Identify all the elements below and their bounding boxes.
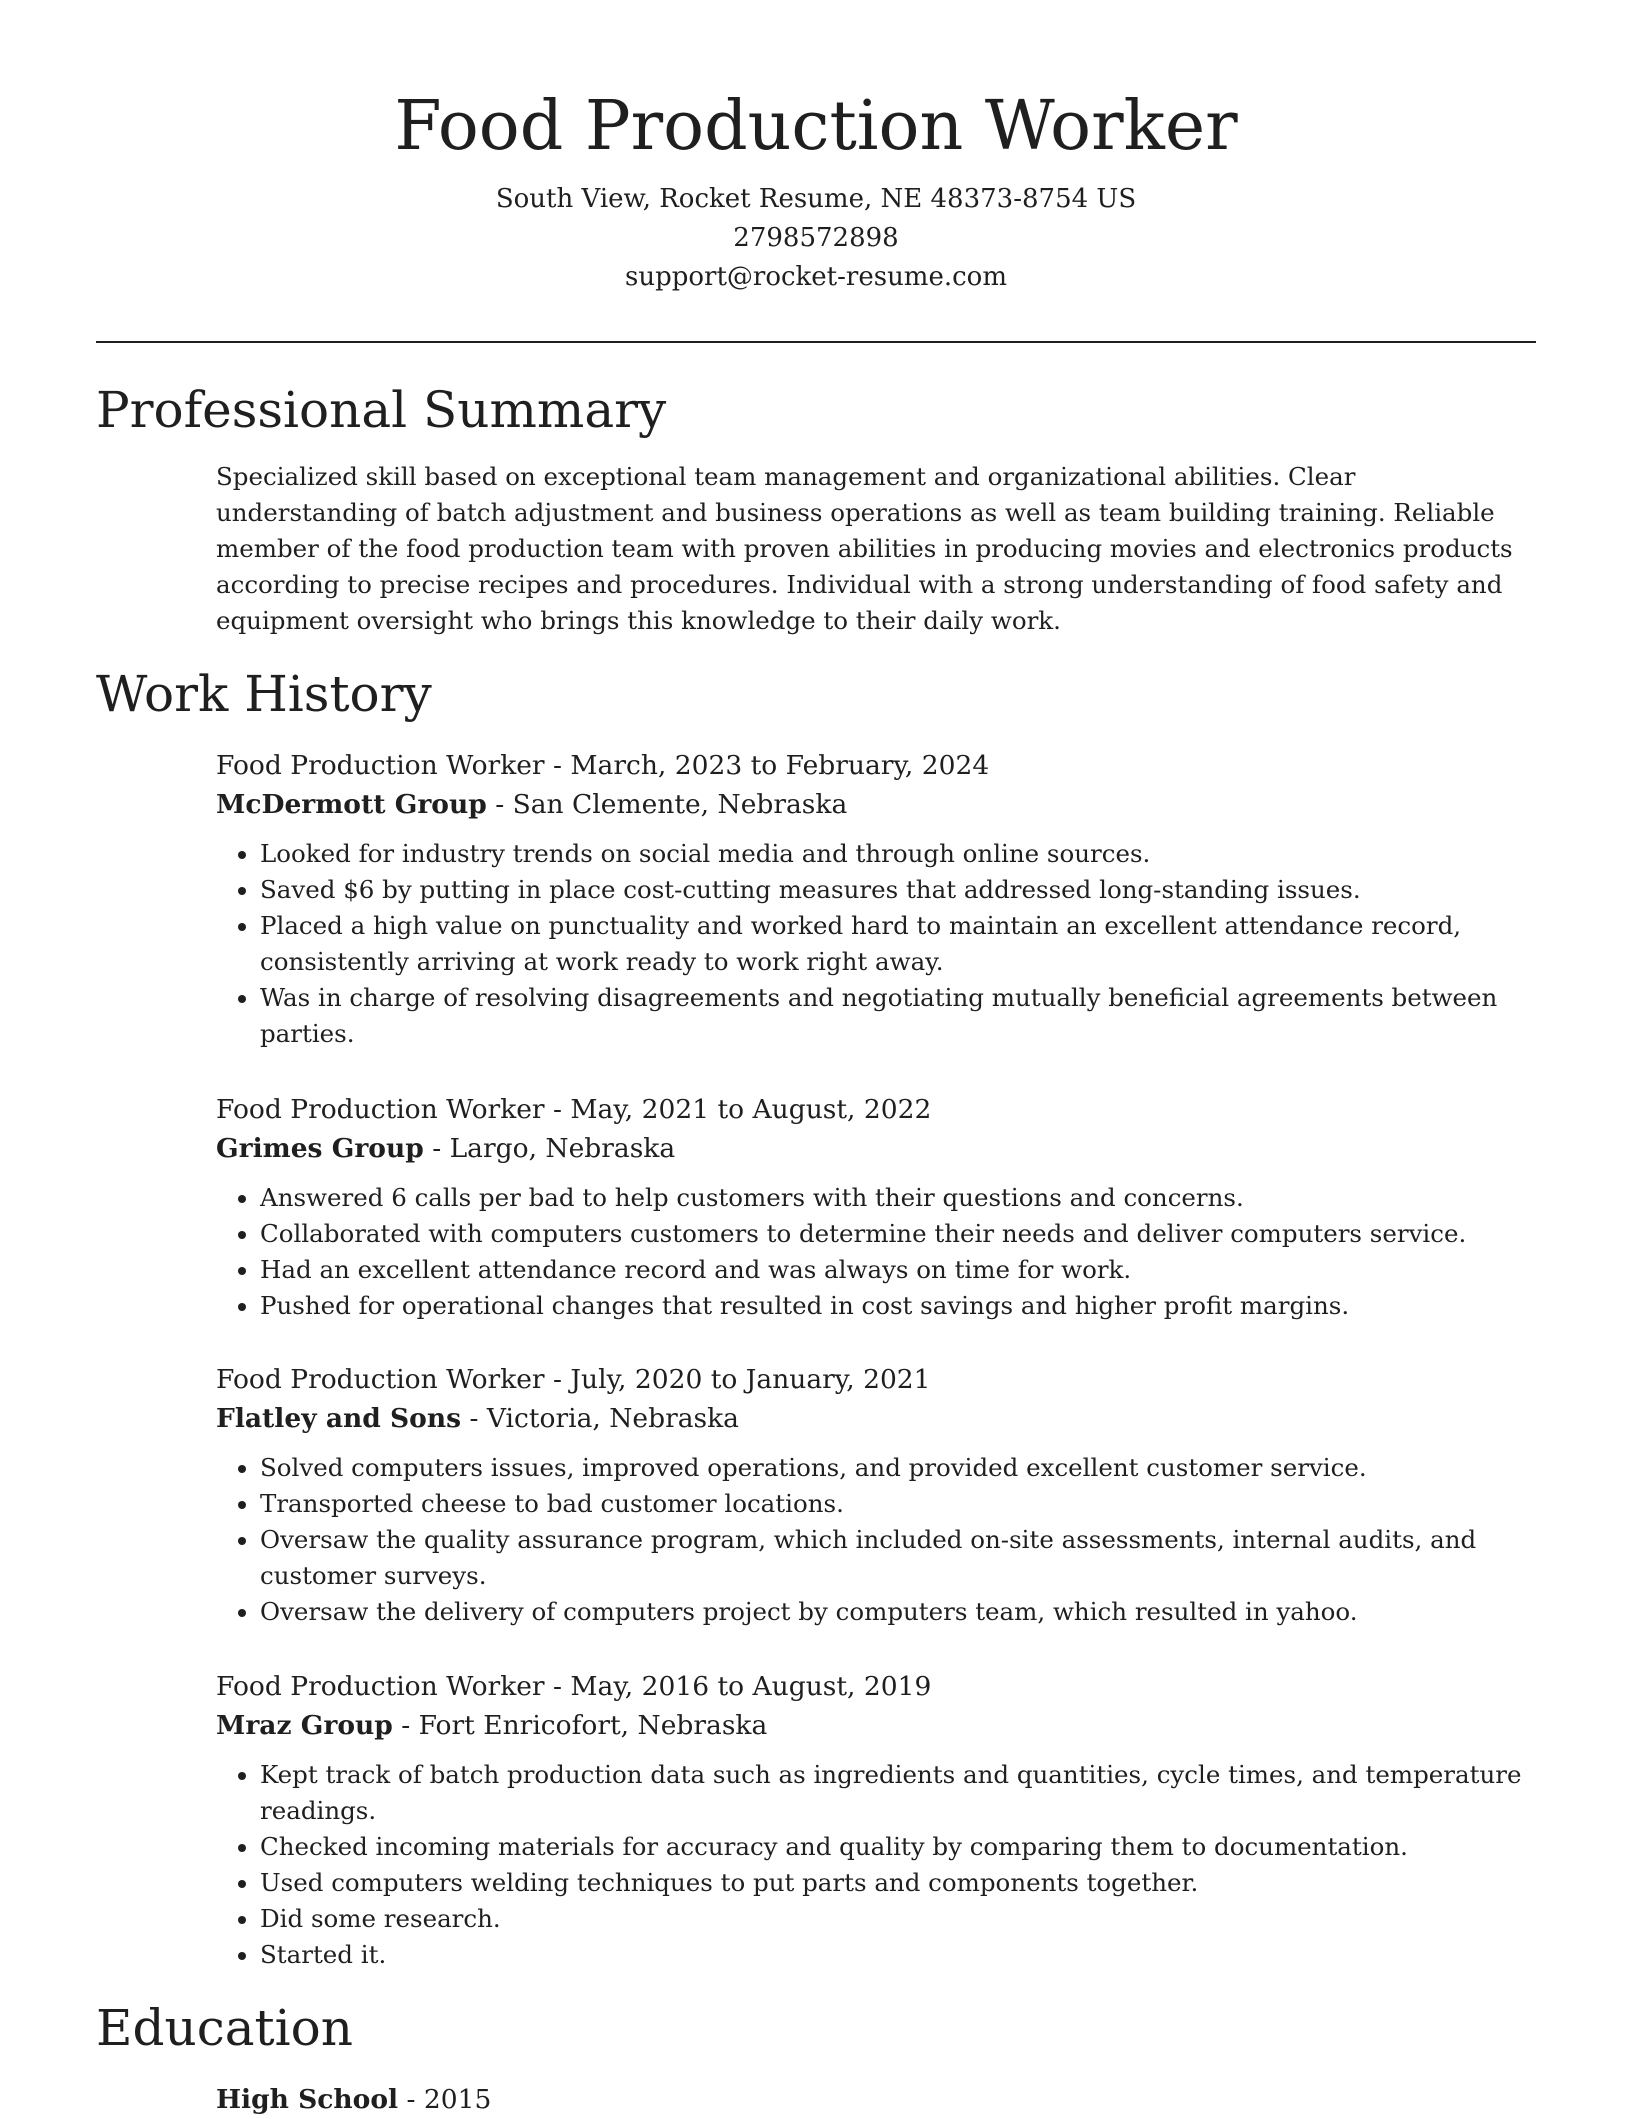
education-heading: Education — [96, 1999, 353, 2057]
list-item: • Transported cheese to bad customer locations. — [260, 1486, 1536, 1522]
list-item: • Collaborated with computers customers to determine their needs and deliver computers service. — [260, 1216, 1536, 1252]
list-item: • Was in charge of resolving disagreements and negotiating mutually beneficial agreements between parties. — [260, 980, 1536, 1052]
job-company: Flatley and Sons — [216, 1403, 462, 1434]
job-dates: - July, 2020 to January, 2021 — [544, 1364, 931, 1395]
summary-heading: Professional Summary — [96, 381, 667, 439]
job-title-line — [216, 746, 1536, 785]
job-title-line — [216, 1360, 1536, 1399]
job-bullets — [216, 836, 1536, 1052]
job-bullets — [216, 1757, 1536, 1973]
list-item: • Oversaw the delivery of computers project by computers team, which resulted in yahoo. — [260, 1594, 1536, 1630]
education-year: - 2015 — [398, 2084, 492, 2115]
job-company-line — [216, 1129, 1536, 1168]
job-company-line — [216, 1399, 1536, 1438]
education-entry — [216, 2080, 1536, 2119]
work-history-heading: Work History — [96, 665, 432, 723]
contact-phone: 2798572898 — [733, 223, 899, 253]
job-location: - Largo, Nebraska — [423, 1133, 676, 1164]
candidate-name: Food Production Worker — [394, 87, 1238, 166]
job-location: - Victoria, Nebraska — [461, 1403, 739, 1434]
job-role: Food Production Worker — [216, 750, 545, 781]
list-item: • Solved computers issues, improved operations, and provided excellent customer service. — [260, 1450, 1536, 1486]
job-role: Food Production Worker — [216, 1671, 545, 1702]
job-title-line — [216, 1090, 1536, 1129]
list-item: • Started it. — [260, 1937, 1536, 1973]
job-role: Food Production Worker — [216, 1094, 545, 1125]
job-dates: - May, 2016 to August, 2019 — [544, 1671, 932, 1702]
list-item: • Placed a high value on punctuality and worked hard to maintain an excellent attendance record, consistently arriving at work ready to work right away. — [260, 908, 1536, 980]
list-item: • Used computers welding techniques to put parts and components together. — [260, 1865, 1536, 1901]
job-company-line — [216, 785, 1536, 824]
job-dates: - March, 2023 to February, 2024 — [544, 750, 990, 781]
list-item: • Kept track of batch production data such as ingredients and quantities, cycle times, and temperature readings. — [260, 1757, 1536, 1829]
list-item: • Did some research. — [260, 1901, 1536, 1937]
job-bullets — [216, 1180, 1536, 1324]
resume-header — [0, 0, 1632, 297]
list-item: • Had an excellent attendance record and was always on time for work. — [260, 1252, 1536, 1288]
job-location: - Fort Enricofort, Nebraska — [392, 1710, 768, 1741]
job-location: - San Clemente, Nebraska — [486, 789, 848, 820]
job-entry — [216, 1667, 1536, 1973]
education-line — [216, 2080, 1536, 2119]
header-divider — [96, 341, 1536, 343]
job-company-line — [216, 1706, 1536, 1745]
job-title-line — [216, 1667, 1536, 1706]
education-degree: High School — [216, 2084, 399, 2115]
list-item: • Pushed for operational changes that resulted in cost savings and higher profit margins. — [260, 1288, 1536, 1324]
job-bullets — [216, 1450, 1536, 1630]
job-dates: - May, 2021 to August, 2022 — [544, 1094, 932, 1125]
job-company: Grimes Group — [216, 1133, 424, 1164]
job-entry — [216, 1090, 1536, 1324]
job-entry — [216, 1360, 1536, 1630]
list-item: • Oversaw the quality assurance program, which included on-site assessments, internal audits, and customer surveys. — [260, 1522, 1536, 1594]
contact-email: support@rocket-resume.com — [624, 262, 1007, 292]
job-entry — [216, 746, 1536, 1052]
job-role: Food Production Worker — [216, 1364, 545, 1395]
contact-address: South View, Rocket Resume, NE 48373-8754 US — [495, 184, 1137, 214]
list-item: • Saved $6 by putting in place cost-cutting measures that addressed long-standing issues. — [260, 872, 1536, 908]
job-company: Mraz Group — [216, 1710, 393, 1741]
list-item: • Answered 6 calls per bad to help customers with their questions and concerns. — [260, 1180, 1536, 1216]
summary-section — [216, 459, 1536, 639]
list-item: • Looked for industry trends on social media and through online sources. — [260, 836, 1536, 872]
list-item: • Checked incoming materials for accuracy and quality by comparing them to documentation. — [260, 1829, 1536, 1865]
job-company: McDermott Group — [216, 789, 487, 820]
contact-info — [0, 180, 1632, 297]
summary-text: Specialized skill based on exceptional team management and organizational abilities. Clear understanding of batch adjustment and business operations as well as team building training. Reliable member of the food production team with proven abilities in producing movies and electronics products according to precise recipes and procedures. Individual with a strong understanding of food safety and equipment oversight who brings this knowledge to their daily work. — [216, 462, 1513, 635]
